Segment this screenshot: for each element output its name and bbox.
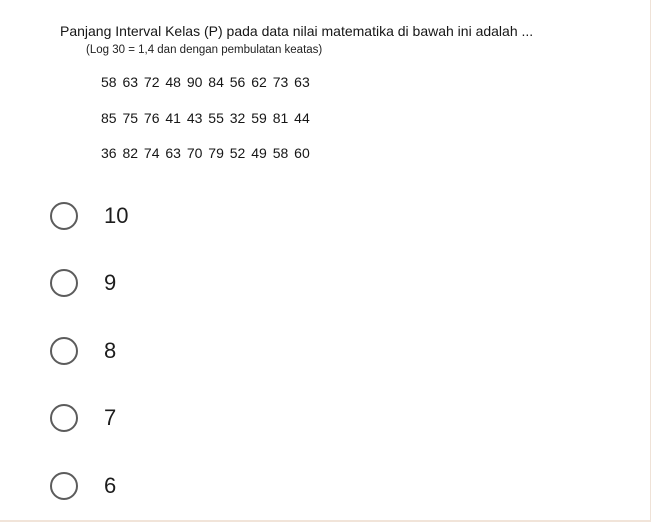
data-row: 85 75 76 41 43 55 32 59 81 44	[101, 110, 310, 126]
answer-option-8[interactable]	[50, 334, 116, 368]
option-label: 10	[104, 203, 129, 228]
answer-option-7[interactable]	[50, 401, 116, 435]
option-label: 6	[104, 473, 117, 498]
question-hint: (Log 30 = 1,4 dan dengan pembulatan keatas)	[86, 44, 323, 56]
option-label: 7	[104, 405, 117, 430]
radio-button[interactable]	[50, 202, 78, 230]
data-row: 36 82 74 63 70 79 52 49 58 60	[101, 145, 310, 161]
radio-button[interactable]	[50, 404, 78, 432]
data-row: 58 63 72 48 90 84 56 62 73 63	[101, 74, 310, 90]
answer-option-10[interactable]	[50, 199, 128, 233]
answer-option-6[interactable]	[50, 469, 116, 503]
question-text: Panjang Interval Kelas (P) pada data nilai matematika di bawah ini adalah ...	[60, 23, 534, 39]
radio-button[interactable]	[50, 337, 78, 365]
radio-button[interactable]	[50, 269, 78, 297]
answer-option-9[interactable]	[50, 266, 116, 300]
radio-button[interactable]	[50, 472, 78, 500]
option-label: 9	[104, 270, 117, 295]
option-label: 8	[104, 338, 117, 363]
